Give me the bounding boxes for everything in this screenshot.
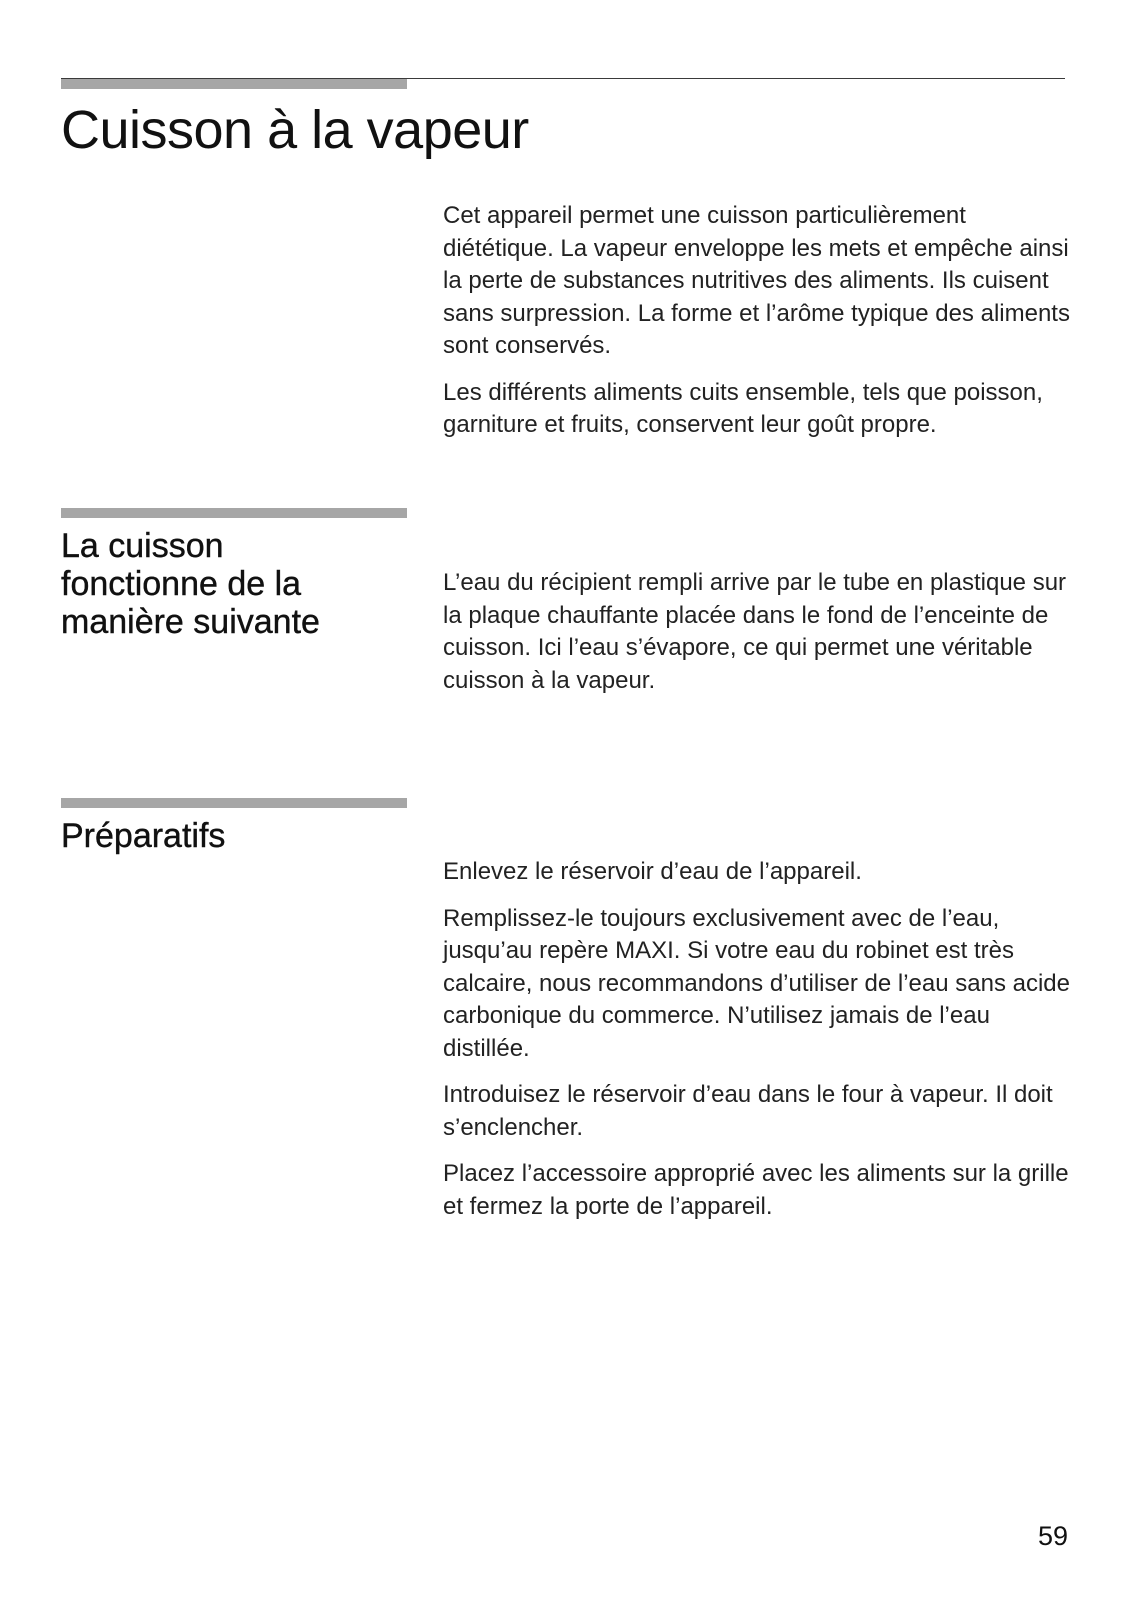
heading-line: fonctionne de la [61,565,302,603]
body-paragraph: L’eau du récipient rempli arrive par le tube en plastique sur la plaque chauffante placée dans le fond de l’enceinte de cuisson. Ici l’eau s’évapore, ce qui permet une véritable cuisson à la vapeur. [443,569,1067,694]
body-paragraph: Introduisez le réservoir d’eau dans le four à vapeur. Il doit s’enclencher. [443,1081,1053,1141]
title-accent-bar [61,79,407,89]
intro-paragraph: Les différents aliments cuits ensemble, tels que poisson, garniture et fruits, conservent leur goût propre. [443,378,1043,438]
section-body-preparation [443,856,1073,1237]
section-divider-bar [61,798,407,808]
section-heading-operation [61,527,320,641]
intro-paragraph: Cet appareil permet une cuisson particulièrement diététique. La vapeur enveloppe les mets et empêche ainsi la perte de substances nutritives des aliments. Ils cuisent sans surpression. La forme et l’arôme typique des aliments sont conservés. [443,202,1070,359]
heading-line: La cuisson [61,527,224,565]
page-number: 59 [1037,1521,1068,1551]
intro-text [443,200,1073,456]
section-body-operation [443,567,1073,711]
section-divider-bar [61,508,407,518]
body-paragraph: Placez l’accessoire approprié avec les aliments sur la grille et fermez la porte de l’appareil. [443,1160,1069,1220]
page-title: Cuisson à la vapeur [61,100,529,160]
heading-line: manière suivante [61,603,320,641]
section-heading-preparation [61,817,225,855]
body-paragraph: Remplissez-le toujours exclusivement avec de l’eau, jusqu’au repère MAXI. Si votre eau du robinet est très calcaire, nous recommandons d’utiliser de l’eau sans acide carbonique du commerce. N’utilisez jamais de l’eau distillée. [443,904,1070,1062]
body-paragraph: Enlevez le réservoir d’eau de l’appareil. [443,858,862,885]
heading-line: Préparatifs [61,817,226,855]
